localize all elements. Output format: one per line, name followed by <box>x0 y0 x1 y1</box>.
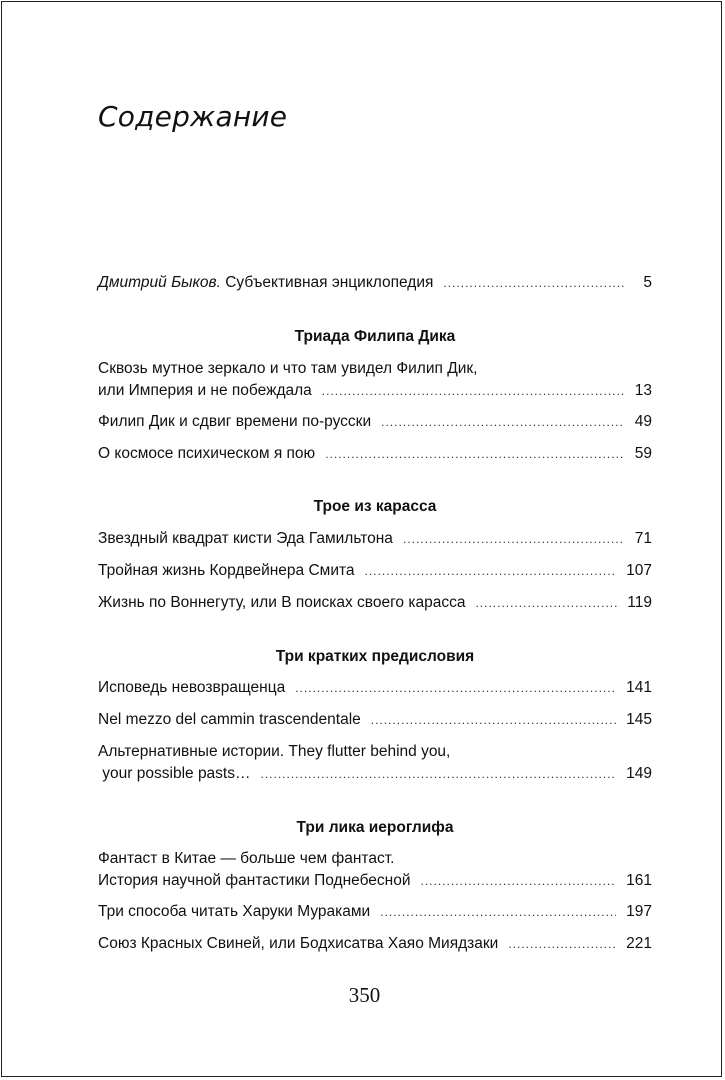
toc-entry-title-cont: История научной фантастики Поднебесной <box>98 872 411 889</box>
toc-entry[interactable] <box>98 411 652 433</box>
leader-dots <box>380 901 616 923</box>
toc-entry-title: Исповедь невозвращенца <box>98 679 286 696</box>
toc-entry-title: Тройная жизнь Кордвейнера Смита <box>98 562 355 579</box>
leader-dots <box>508 933 616 955</box>
toc-entry-page: 49 <box>634 413 652 430</box>
toc-entry[interactable] <box>98 901 652 923</box>
toc-entry-title: Звездный квадрат кисти Эда Гамильтона <box>98 530 393 547</box>
toc-entry[interactable] <box>98 741 652 785</box>
toc-entry-title: Союз Красных Свиней, или Бодхисатва Хаяо Миядзаки <box>98 935 499 952</box>
leader-dots <box>443 272 624 294</box>
toc-entry[interactable] <box>98 677 652 699</box>
toc-entry[interactable] <box>98 848 652 892</box>
leader-dots <box>475 592 617 614</box>
toc-entry-title: Филип Дик и сдвиг времени по-русски <box>98 413 372 430</box>
leader-dots <box>421 870 617 892</box>
toc-entry-title: Фантаст в Китае — больше чем фантаст. <box>98 850 395 867</box>
toc-entry[interactable] <box>98 528 652 550</box>
leader-dots <box>322 380 624 402</box>
page-title: Содержание <box>98 100 288 133</box>
toc-entry-page: 197 <box>626 903 652 920</box>
toc-entry-page: 119 <box>627 594 652 611</box>
toc-entry[interactable] <box>98 933 652 955</box>
toc-entry-page: 221 <box>626 935 652 952</box>
toc-entry[interactable] <box>98 358 652 402</box>
section-heading: Трое из карасса <box>313 498 437 515</box>
leader-dots <box>261 763 617 785</box>
toc-entry-title: Жизнь по Воннегуту, или В поисках своего карасса <box>98 594 466 611</box>
section-heading: Три кратких предисловия <box>275 648 475 665</box>
toc-entry-title-cont: your possible pasts… <box>98 765 251 782</box>
toc-entry[interactable] <box>98 560 652 582</box>
toc-entry-author: Дмитрий Быков. <box>98 274 221 291</box>
section-heading: Триада Филипа Дика <box>294 328 456 345</box>
toc-entry-page: 141 <box>626 679 652 696</box>
toc-entry-title-cont: или Империя и не побеждала <box>98 382 312 399</box>
toc-entry[interactable] <box>98 592 652 614</box>
leader-dots <box>365 560 617 582</box>
page-number: 350 <box>348 983 381 1007</box>
leader-dots <box>403 528 624 550</box>
toc-entry-title: Субъективная энциклопедия <box>220 274 434 291</box>
toc-entry-title: О космосе психическом я пою <box>98 445 316 462</box>
book-page <box>1 1 722 1077</box>
toc-entry-page: 59 <box>634 445 652 462</box>
toc-entry-title: Альтернативные истории. They flutter behind you, <box>98 743 451 760</box>
toc-entry-page: 71 <box>634 530 652 547</box>
toc-entry-title: Сквозь мутное зеркало и что там увидел Филип Дик, <box>98 360 478 377</box>
toc-entry-page: 5 <box>643 274 652 291</box>
toc-entry-page: 107 <box>626 562 652 579</box>
toc-entry-intro[interactable] <box>98 272 652 294</box>
toc-entry-title: Nel mezzo del cammin trascendentale <box>98 711 361 728</box>
leader-dots <box>295 677 616 699</box>
leader-dots <box>371 709 616 731</box>
toc-entry[interactable] <box>98 443 652 465</box>
toc-entry-page: 161 <box>626 872 652 889</box>
toc-entry-page: 145 <box>626 711 652 728</box>
toc-entry[interactable] <box>98 709 652 731</box>
toc-entry-page: 149 <box>626 765 652 782</box>
section-heading: Три лика иероглифа <box>296 819 454 836</box>
toc-entry-page: 13 <box>634 382 652 399</box>
leader-dots <box>325 443 624 465</box>
toc-entry-title: Три способа читать Харуки Мураками <box>98 903 371 920</box>
leader-dots <box>381 411 624 433</box>
